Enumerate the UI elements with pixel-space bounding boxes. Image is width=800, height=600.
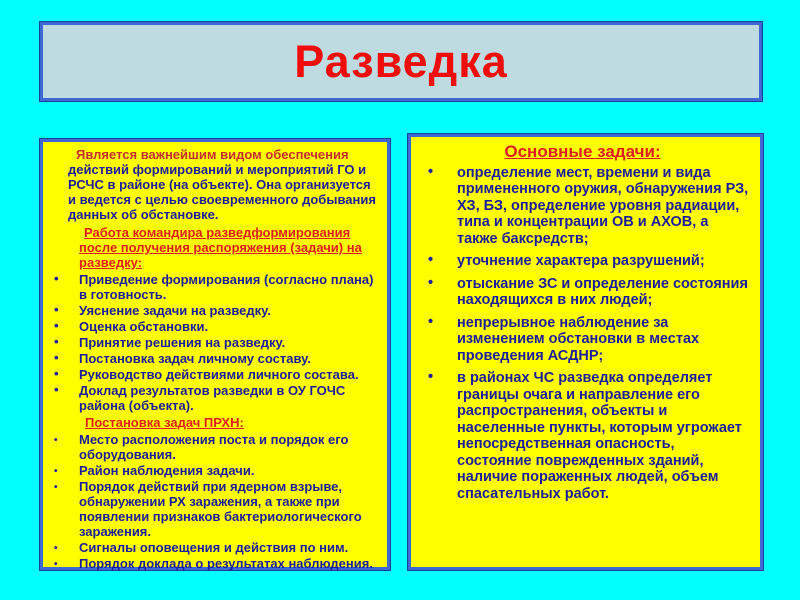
list-item: • Доклад результатов разведки в ОУ ГОЧС района (объекта).	[43, 383, 383, 413]
list-item: • непрерывное наблюдение за изменением обстановки в местах проведения АСДНР;	[411, 315, 754, 365]
main-tasks-heading: Основные задачи:	[504, 142, 661, 161]
list-item: • в районах ЧС разведка определяет границы очага и направление его распространения, объекты и населенные пункты, которым угрожает непосредственная опасность, состояние поврежденных зданий, наличие пораженных людей, объем спасательных работ.	[411, 370, 754, 502]
main-tasks-list	[411, 165, 754, 503]
list-item: • уточнение характера разрушений;	[411, 253, 754, 270]
right-panel	[408, 134, 763, 570]
intro-rest-text: действий формирований и мероприятий ГО и РСЧС в районе (на объекте). Она организуется и ведется с целью своевременного добывания данных об обстановке.	[68, 162, 376, 222]
list-item: • Оценка обстановки.	[43, 319, 383, 334]
commander-task-list	[43, 272, 383, 413]
list-item: • Постановка задач личному составу.	[43, 351, 383, 366]
list-item: • Порядок действий при ядерном взрыве, обнаружении РХ заражения, а также при появлении признаков бактериологического заражения.	[43, 479, 383, 539]
intro-paragraph	[68, 147, 377, 222]
section-heading-commander: Работа командира разведформирования после получения распоряжения (задачи) на разведку:	[79, 225, 362, 270]
list-item: • определение мест, времени и вида примененного оружия, обнаружения РЗ, ХЗ, БЗ, определение уровня радиации, типа и концентрации ОВ и АХОВ, а также баксредств;	[411, 165, 754, 248]
section-heading-prhn: Постановка задач ПРХН:	[85, 415, 244, 430]
list-item: • Место расположения поста и порядок его оборудования.	[43, 432, 383, 462]
list-item: • Принятие решения на разведку.	[43, 335, 383, 350]
list-item: • отыскание ЗС и определение состояния находящихся в них людей;	[411, 276, 754, 309]
list-item: • Район наблюдения задачи.	[43, 463, 383, 478]
left-panel	[40, 139, 390, 570]
list-item: • Сигналы оповещения и действия по ним.	[43, 540, 383, 555]
list-item: • Приведение формирования (согласно плана) в готовность.	[43, 272, 383, 302]
slide-title: Разведка	[294, 35, 508, 87]
list-item: • Порядок доклада о результатах наблюдения.	[43, 556, 383, 571]
list-item: • Руководство действиями личного состава.	[43, 367, 383, 382]
prhn-task-list	[43, 432, 383, 571]
title-banner	[40, 22, 762, 101]
list-item: • Уяснение задачи на разведку.	[43, 303, 383, 318]
intro-lead-text: Является важнейшим видом обеспечения	[76, 147, 349, 162]
